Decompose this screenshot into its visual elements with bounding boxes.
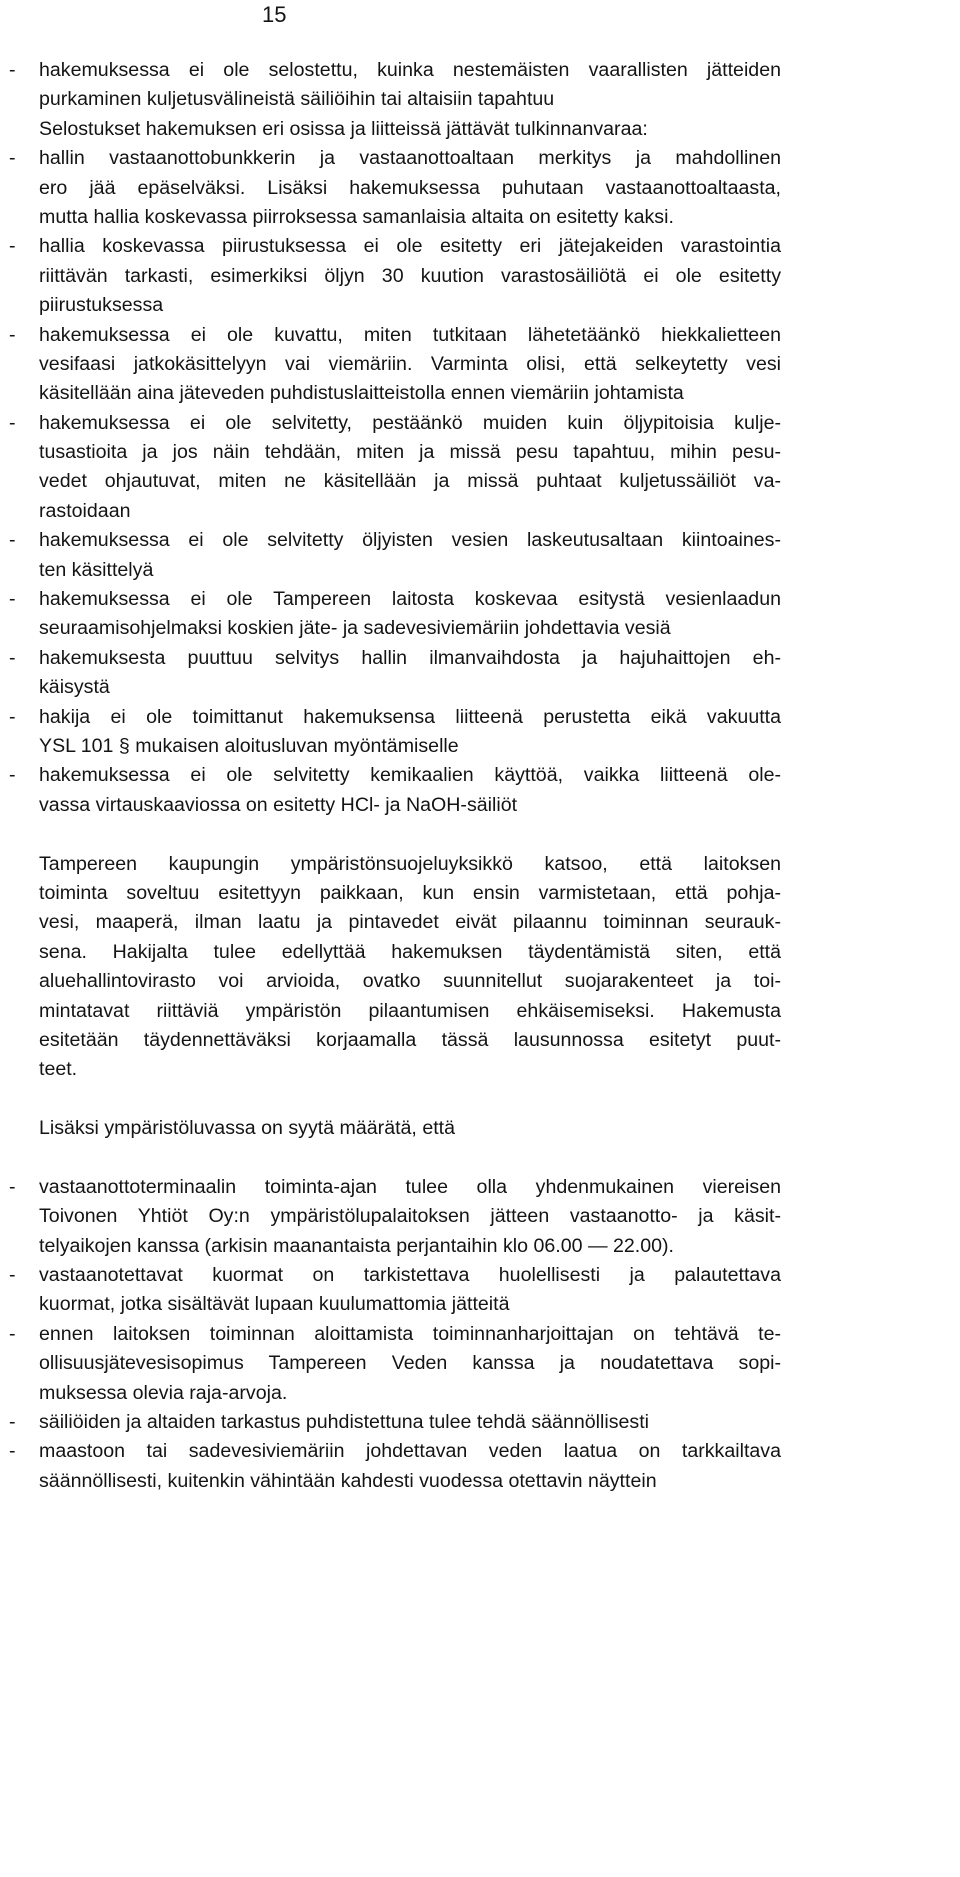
- line-text: vedet ohjautuvat, miten ne käsitellään ja missä puhtaat kuljetussäiliöt va-: [39, 470, 781, 493]
- line-text: Toivonen Yhtiöt Oy:n ympäristölupalaitoksen jätteen vastaanotto- ja käsit-: [39, 1205, 781, 1228]
- text-line: [0, 1467, 960, 1496]
- bullet-dash: -: [9, 705, 16, 728]
- text-line: [0, 908, 960, 937]
- line-text: telyaikojen kanssa (arkisin maanantaista perjantaihin klo 06.00 — 22.00).: [39, 1234, 674, 1257]
- text-line: [0, 1349, 960, 1378]
- line-text: teet.: [39, 1058, 78, 1081]
- line-text: mintatavat riittäviä ympäristön pilaantumisen ehkäisemiseksi. Hakemusta: [39, 999, 781, 1022]
- line-text: piirustuksessa: [39, 294, 164, 317]
- bullet-line: [0, 409, 960, 438]
- text-line: [0, 85, 960, 114]
- line-text: mutta hallia koskevassa piirroksessa samanlaisia altaita on esitetty kaksi.: [39, 205, 674, 228]
- line-text: säännöllisesti, kuitenkin vähintään kahdesti vuodessa otettavin näyttein: [39, 1469, 657, 1492]
- text-line: [0, 791, 960, 820]
- text-line: [0, 997, 960, 1026]
- line-text: vastaanotettavat kuormat on tarkistettava huolellisesti ja palautettava: [39, 1264, 781, 1287]
- line-text: toiminta soveltuu esitettyyn paikkaan, kun ensin varmistetaan, että pohja-: [39, 881, 781, 904]
- text-line: [0, 350, 960, 379]
- bullet-dash: -: [9, 1264, 16, 1287]
- line-text: hakemuksesta puuttuu selvitys hallin ilmanvaihdosta ja hajuhaittojen eh-: [39, 646, 781, 669]
- line-text: hakemuksessa ei ole selvitetty öljyisten vesien laskeutusaltaan kiintoaines-: [39, 529, 781, 552]
- line-text: hakemuksessa ei ole kuvattu, miten tutkitaan lähetetäänkö hiekkalietteen: [39, 323, 781, 346]
- text-line: [0, 1232, 960, 1261]
- line-text: riittävän tarkasti, esimerkiksi öljyn 30 kuution varastosäiliötä ei ole esitetty: [39, 264, 781, 287]
- text-line: [0, 1290, 960, 1319]
- bullet-line: [0, 1173, 960, 1202]
- text-line: [0, 203, 960, 232]
- line-text: hallin vastaanottobunkkerin ja vastaanottoaltaan merkitys ja mahdollinen: [39, 147, 781, 170]
- paragraph-gap: [0, 1085, 960, 1114]
- bullet-dash: -: [9, 764, 16, 787]
- line-text: kuormat, jotka sisältävät lupaan kuulumattomia jätteitä: [39, 1293, 510, 1316]
- bullet-line: [0, 644, 960, 673]
- bullet-line: [0, 526, 960, 555]
- bullet-dash: -: [9, 147, 16, 170]
- text-line: [0, 556, 960, 585]
- bullet-dash: -: [9, 1440, 16, 1463]
- text-line: [0, 850, 960, 879]
- text-line: [0, 1114, 960, 1143]
- bullet-dash: -: [9, 1410, 16, 1433]
- text-line: [0, 438, 960, 467]
- text-line: [0, 262, 960, 291]
- paragraph-gap: [0, 820, 960, 849]
- line-text: sena. Hakijalta tulee edellyttää hakemuksen täydentämistä siten, että: [39, 940, 781, 963]
- line-text: säiliöiden ja altaiden tarkastus puhdistettuna tulee tehdä säännöllisesti: [39, 1410, 649, 1433]
- line-text: purkaminen kuljetusvälineistä säiliöihin tai altaisiin tapahtuu: [39, 88, 555, 111]
- text-line: [0, 967, 960, 996]
- text-line: [0, 732, 960, 761]
- line-text: ollisuusjätevesisopimus Tampereen Veden kanssa ja noudatettava sopi-: [39, 1352, 781, 1375]
- line-text: Tampereen kaupungin ympäristönsuojeluyksikkö katsoo, että laitoksen: [39, 852, 781, 875]
- text-line: [0, 174, 960, 203]
- page-number: 15: [262, 2, 287, 27]
- line-text: YSL 101 § mukaisen aloitusluvan myöntämiselle: [39, 734, 459, 757]
- bullet-dash: -: [9, 411, 16, 434]
- bullet-dash: -: [9, 323, 16, 346]
- bullet-line: [0, 56, 960, 85]
- line-text: hakemuksessa ei ole selvitetty kemikaalien käyttöä, vaikka liitteenä ole-: [39, 764, 781, 787]
- line-text: aluehallintovirasto voi arvioida, ovatko suunnitellut suojarakenteet ja toi-: [39, 970, 781, 993]
- line-text: maastoon tai sadevesiviemäriin johdettavan veden laatua on tarkkailtava: [39, 1440, 781, 1463]
- line-text: hakemuksessa ei ole selostettu, kuinka nestemäisten vaarallisten jätteiden: [39, 59, 781, 81]
- bullet-line: [0, 232, 960, 261]
- line-text: rastoidaan: [39, 499, 131, 522]
- bullet-line: [0, 1437, 960, 1466]
- text-line: [0, 1379, 960, 1408]
- bullet-line: [0, 1320, 960, 1349]
- bullet-line: [0, 321, 960, 350]
- paragraph-gap: [0, 1143, 960, 1172]
- bullet-line: [0, 761, 960, 790]
- text-line: [0, 614, 960, 643]
- line-text: vastaanottoterminaalin toiminta-ajan tulee olla yhdenmukainen viereisen: [39, 1175, 781, 1198]
- text-line: [0, 497, 960, 526]
- bullet-line: [0, 1408, 960, 1437]
- bullet-dash: -: [9, 1175, 16, 1198]
- bullet-dash: -: [9, 529, 16, 552]
- line-text: hakemuksessa ei ole Tampereen laitosta koskevaa esitystä vesienlaadun: [39, 588, 781, 611]
- line-text: hakija ei ole toimittanut hakemuksensa liitteenä perustetta eikä vakuutta: [39, 705, 781, 728]
- bullet-dash: -: [9, 588, 16, 611]
- line-text: Selostukset hakemuksen eri osissa ja liitteissä jättävät tulkinnanvaraa:: [39, 117, 648, 140]
- line-text: ten käsittelyä: [39, 558, 154, 581]
- text-line: [0, 1055, 960, 1084]
- line-text: tusastioita ja jos näin tehdään, miten ja missä pesu tapahtuu, mihin pesu-: [39, 441, 781, 464]
- text-line: [0, 938, 960, 967]
- line-text: esitetään täydennettäväksi korjaamalla tässä lausunnossa esitetyt puut-: [39, 1028, 781, 1051]
- line-text: Lisäksi ympäristöluvassa on syytä määrätä, että: [39, 1117, 456, 1140]
- text-line: [0, 115, 960, 144]
- bullet-line: [0, 144, 960, 173]
- line-text: vesi, maaperä, ilman laatu ja pintavedet eivät pilaannu toiminnan seurauk-: [39, 911, 781, 934]
- bullet-dash: -: [9, 235, 16, 258]
- line-text: seuraamisohjelmaksi koskien jäte- ja sadevesiviemäriin johdettavia vesiä: [39, 617, 671, 640]
- document-body: [0, 56, 960, 1496]
- line-text: ennen laitoksen toiminnan aloittamista toiminnanharjoittajan on tehtävä te-: [39, 1322, 781, 1345]
- text-line: [0, 879, 960, 908]
- bullet-dash: -: [9, 59, 16, 81]
- line-text: käsitellään aina jäteveden puhdistuslaitteistolla ennen viemäriin johtamista: [39, 382, 684, 405]
- text-line: [0, 291, 960, 320]
- text-line: [0, 467, 960, 496]
- line-text: vassa virtauskaaviossa on esitetty HCl- ja NaOH-säiliöt: [39, 793, 518, 816]
- bullet-dash: -: [9, 1322, 16, 1345]
- text-line: [0, 673, 960, 702]
- line-text: käisystä: [39, 676, 110, 699]
- bullet-line: [0, 703, 960, 732]
- line-text: muksessa olevia raja-arvoja.: [39, 1381, 288, 1404]
- line-text: hallia koskevassa piirustuksessa ei ole esitetty eri jätejakeiden varastointia: [39, 235, 781, 258]
- line-text: ero jää epäselväksi. Lisäksi hakemuksessa puhutaan vastaanottoaltaasta,: [39, 176, 781, 199]
- text-line: [0, 1026, 960, 1055]
- text-line: [0, 1202, 960, 1231]
- text-line: [0, 379, 960, 408]
- bullet-line: [0, 585, 960, 614]
- line-text: vesifaasi jatkokäsittelyyn vai viemäriin. Varminta olisi, että selkeytetty vesi: [39, 352, 781, 375]
- bullet-dash: -: [9, 646, 16, 669]
- line-text: hakemuksessa ei ole selvitetty, pestäänkö muiden kuin öljypitoisia kulje-: [39, 411, 781, 434]
- bullet-line: [0, 1261, 960, 1290]
